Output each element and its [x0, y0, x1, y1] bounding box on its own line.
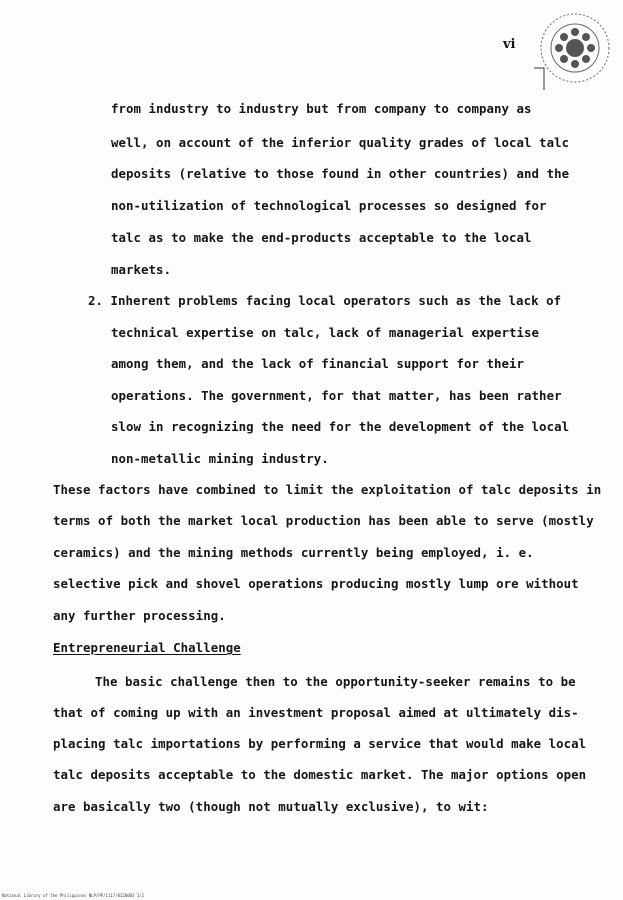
footer-text: National Library of the Philippines NLP/PP/1117/0120003 1/2 [2, 893, 145, 898]
section-heading: Entrepreneurial Challenge [53, 640, 241, 655]
body-line: well, on account of the inferior quality grades of local talc [111, 135, 570, 150]
list-item-2: 2. Inherent problems facing local operators such as the lack of [88, 293, 562, 308]
page-number: vi [503, 37, 516, 52]
institution-seal-icon [520, 6, 620, 96]
body-line: that of coming up with an investment proposal aimed at ultimately dis- [53, 705, 579, 720]
body-line: from industry to industry but from company to company as [111, 101, 532, 116]
body-line: placing talc importations by performing a service that would make local [53, 736, 587, 751]
body-line: talc as to make the end-products acceptable to the local [111, 230, 532, 245]
body-line: These factors have combined to limit the exploitation of talc deposits in [53, 482, 602, 497]
body-line: technical expertise on talc, lack of managerial expertise [111, 325, 540, 340]
body-line: operations. The government, for that matter, has been rather [111, 388, 562, 403]
body-line: deposits (relative to those found in other countries) and the [111, 166, 570, 181]
body-line: among them, and the lack of financial support for their [111, 356, 525, 371]
body-line: markets. [111, 262, 172, 277]
body-line: The basic challenge then to the opportunity-seeker remains to be [95, 674, 576, 689]
body-line: are basically two (though not mutually exclusive), to wit: [53, 799, 489, 814]
body-line: talc deposits acceptable to the domestic market. The major options open [53, 767, 587, 782]
body-line: non-utilization of technological processes so designed for [111, 198, 547, 213]
body-line: slow in recognizing the need for the development of the local [111, 419, 570, 434]
body-line: terms of both the market local production has been able to serve (mostly [53, 513, 594, 528]
body-line: non-metallic mining industry. [111, 451, 329, 466]
body-line: any further processing. [53, 608, 226, 623]
body-line: selective pick and shovel operations producing mostly lump ore without [53, 576, 579, 591]
body-line: ceramics) and the mining methods currently being employed, i. e. [53, 545, 534, 560]
